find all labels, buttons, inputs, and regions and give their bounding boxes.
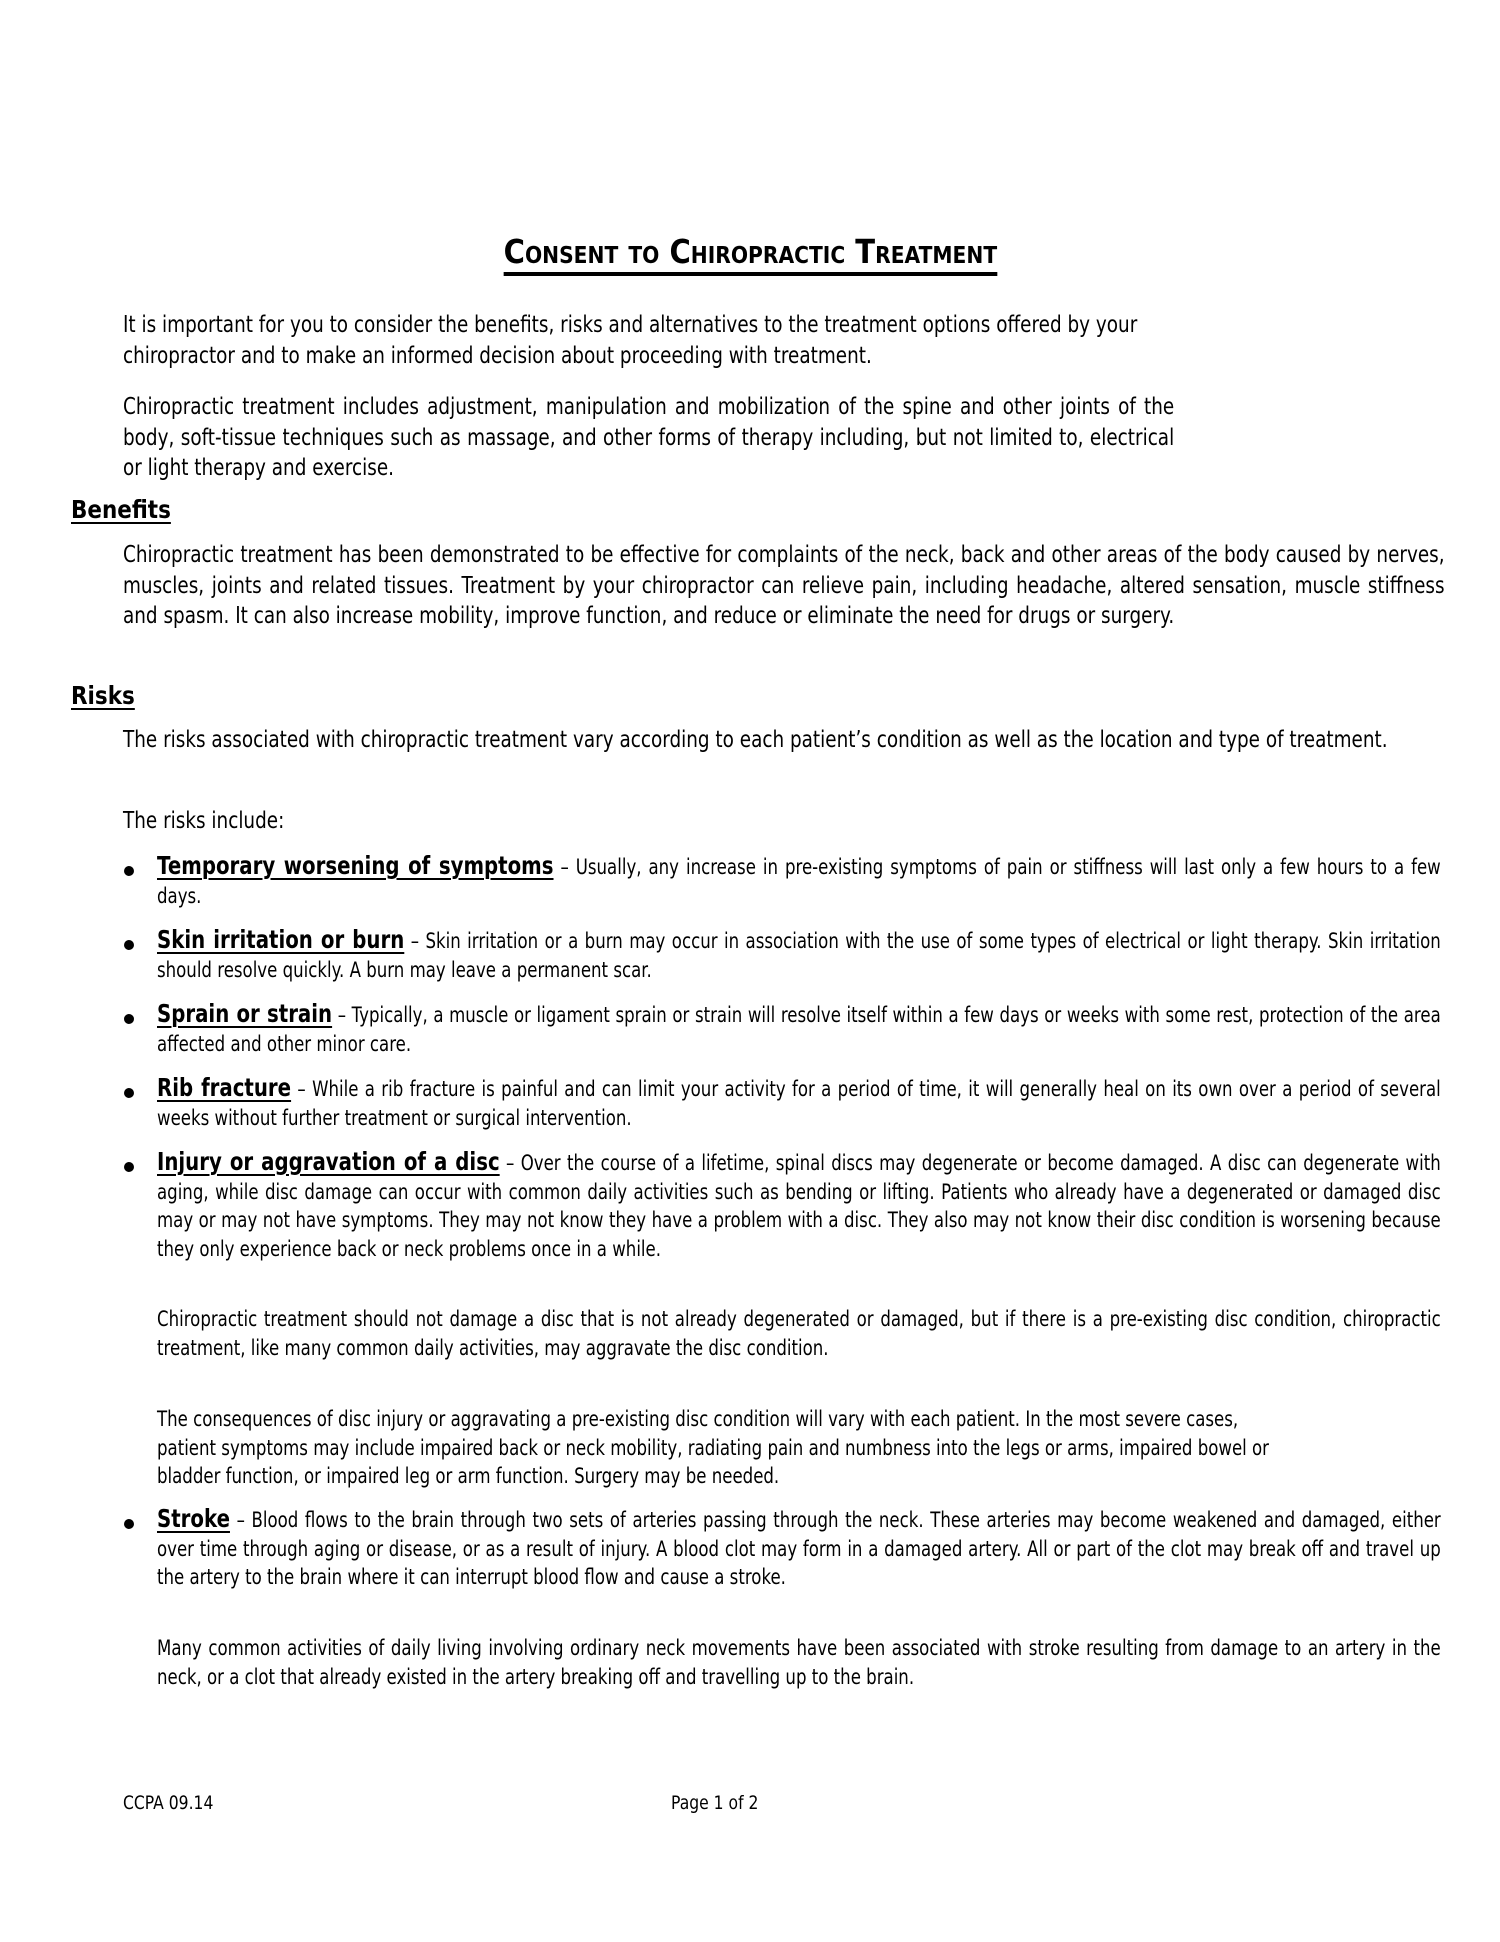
risk-item-disc-injury bbox=[157, 1148, 1441, 1263]
risk-item-text: – Typically, a muscle or ligament sprain or strain will resolve itself within a few days or weeks with some rest, protection of the area affected and other minor care. bbox=[157, 1003, 1441, 1056]
risks-list-intro: The risks include: bbox=[123, 808, 285, 834]
bullet-icon bbox=[124, 1519, 134, 1529]
risk-item-title: Rib fracture bbox=[157, 1073, 292, 1102]
risk-item-sprain-strain bbox=[157, 1000, 1441, 1058]
intro-paragraph-2: Chiropractic treatment includes adjustment, manipulation and mobilization of the spine and other joints of the body, soft-tissue techniques such as massage, and other forms of therapy including, but not limited to, electrical or light therapy and exercise. bbox=[123, 394, 1175, 481]
risks-heading: Risks bbox=[71, 681, 135, 710]
intro-paragraph-1: It is important for you to consider the benefits, risks and alternatives to the treatment options offered by your chiropractor and to make an informed decision about proceeding with treatment. bbox=[123, 312, 1138, 369]
bullet-icon bbox=[124, 1014, 134, 1024]
title-text: Consent to Chiropractic Treatment bbox=[503, 232, 996, 276]
risk-item-title: Injury or aggravation of a disc bbox=[157, 1147, 500, 1176]
stroke-paragraph-2: Many common activities of daily living involving ordinary neck movements have been associated with stroke resulting from damage to an artery in the neck, or a clot that already existed in the artery breaking off and travelling up to the brain. bbox=[157, 1636, 1441, 1689]
footer-page-number: Page 1 of 2 bbox=[671, 1792, 759, 1814]
disc-paragraph-3: The consequences of disc injury or aggravating a pre-existing disc condition will vary with each patient. In the most severe cases, patient symptoms may include impaired back or neck mobility, radiating pain and numbness into the legs or arms, impaired bowel or bladder function, or impaired leg or arm function. Surgery may be needed. bbox=[157, 1407, 1270, 1488]
benefits-paragraph: Chiropractic treatment has been demonstrated to be effective for complaints of the neck, back and other areas of the body caused by nerves, muscles, joints and related tissues. Treatment by your chiropractor can relieve pain, including headache, altered sensation, muscle stiffness and spasm. It can also increase mobility, improve function, and reduce or eliminate the need for drugs or surgery. bbox=[123, 542, 1445, 629]
footer-form-code: CCPA 09.14 bbox=[123, 1792, 214, 1814]
risk-item-title: Stroke bbox=[157, 1504, 230, 1533]
risk-item-title: Temporary worsening of symptoms bbox=[157, 851, 554, 880]
risk-item-title: Skin irritation or burn bbox=[157, 925, 405, 954]
benefits-heading: Benefits bbox=[71, 495, 171, 524]
risk-item-text: – Usually, any increase in pre-existing symptoms of pain or stiffness will last only a few hours to a few days. bbox=[157, 855, 1441, 908]
risk-item-text: – Over the course of a lifetime, spinal discs may degenerate or become damaged. A disc can degenerate with aging, while disc damage can occur with common daily activities such as bending or lifting. Patients who already have a degenerated or damaged disc may or may not have symptoms. They may not know they have a problem with a disc. They also may not know their disc condition is worsening because they only experience back or neck problems once in a while. bbox=[157, 1151, 1441, 1261]
risk-item-skin-irritation bbox=[157, 926, 1441, 984]
risk-item-stroke bbox=[157, 1505, 1441, 1592]
disc-paragraph-2: Chiropractic treatment should not damage a disc that is not already degenerated or damaged, but if there is a pre-existing disc condition, chiropractic treatment, like many common daily activities, may aggravate the disc condition. bbox=[157, 1307, 1441, 1360]
page-title bbox=[0, 232, 1500, 276]
risk-item-text: – Skin irritation or a burn may occur in association with the use of some types of electrical or light therapy. Skin irritation should resolve quickly. A burn may leave a permanent scar. bbox=[157, 929, 1441, 982]
risk-item-rib-fracture bbox=[157, 1074, 1441, 1132]
bullet-icon bbox=[124, 1088, 134, 1098]
risk-item-title: Sprain or strain bbox=[157, 999, 333, 1028]
bullet-icon bbox=[124, 866, 134, 876]
risks-intro-paragraph: The risks associated with chiropractic treatment vary according to each patient’s condition as well as the location and type of treatment. bbox=[123, 727, 1388, 753]
bullet-icon bbox=[124, 940, 134, 950]
risk-item-text: – Blood flows to the brain through two sets of arteries passing through the neck. These arteries may become weakened and damaged, either over time through aging or disease, or as a result of injury. A blood clot may form in a damaged artery. All or part of the clot may break off and travel up the artery to the brain where it can interrupt blood flow and cause a stroke. bbox=[157, 1508, 1441, 1589]
risk-item-temporary-worsening bbox=[157, 852, 1441, 910]
bullet-icon bbox=[124, 1162, 134, 1172]
risk-item-text: – While a rib fracture is painful and can limit your activity for a period of time, it will generally heal on its own over a period of several weeks without further treatment or surgical intervention. bbox=[157, 1077, 1441, 1130]
